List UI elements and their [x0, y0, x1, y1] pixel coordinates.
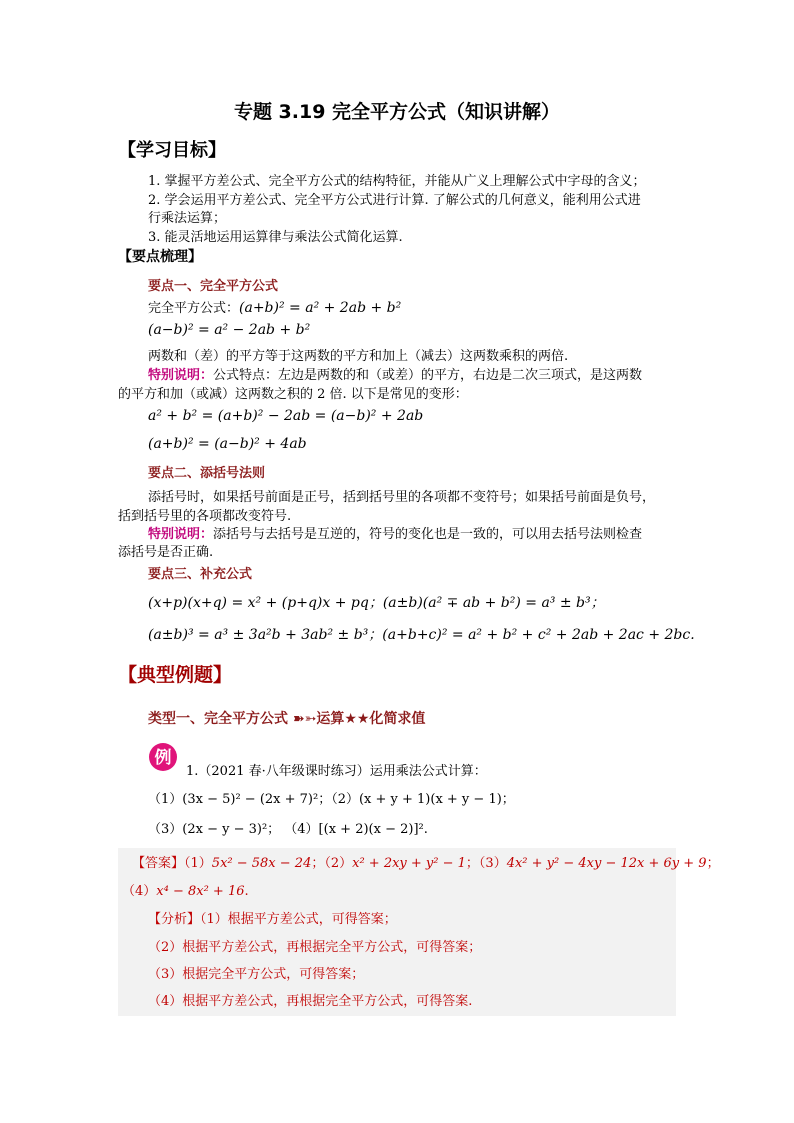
analysis-2: （2）根据平方差公式，再根据完全平方公式，可得答案；	[148, 940, 482, 955]
point3-title: 要点三、补充公式	[148, 567, 253, 582]
point2-note-row	[148, 525, 642, 545]
answer-row-1	[132, 852, 720, 871]
point3-formula2: (a±b)³ = a³ ± 3a²b + 3ab² ± b³；(a+b+c)² = a² + b² + c² + 2ab + 2ac + 2bc.	[148, 627, 695, 643]
point1-formula1-row	[148, 298, 401, 319]
point1-variant2: (a+b)² = (a−b)² + 4ab	[148, 436, 307, 452]
point1-formula2: (a−b)² = a² − 2ab + b²	[148, 322, 311, 338]
answer-2: x² + 2xy + y² − 1	[352, 856, 466, 871]
point2-title: 要点二、添括号法则	[148, 466, 266, 481]
question1-parts-1: （1）(3x − 5)² − (2x + 7)²；（2）(x + y + 1)(x + y − 1)；	[148, 792, 515, 807]
point2-desc1: 添括号时，如果括号前面是正号，括到括号里的各项都不变符号；如果括号前面是负号，	[148, 490, 656, 505]
point2-note2: 添括号是否正确.	[118, 545, 214, 560]
page-title: 专题 3.19 完全平方公式（知识讲解）	[233, 101, 561, 123]
question1-parts-2: （3）(2x − y − 3)²； （4）[(x + 2)(x − 2)]².	[148, 822, 428, 837]
answer-4-end: .	[244, 884, 249, 899]
point2-desc2: 括到括号里的各项都改变符号.	[118, 509, 292, 524]
point1-note2: 的平方和加（或减）这两数之积的 2 倍. 以下是常见的变形：	[118, 387, 468, 402]
points-header: 【要点梳理】	[118, 249, 202, 265]
analysis-label: 【分析】	[148, 912, 201, 927]
point1-title: 要点一、完全平方公式	[148, 279, 279, 294]
point1-formula1-label: 完全平方公式：	[148, 301, 240, 316]
examples-header: 【典型例题】	[118, 664, 233, 686]
analysis-3: （3）根据完全平方公式，可得答案；	[148, 967, 365, 982]
answer-4-label: （4）	[122, 884, 157, 899]
goal-line-3: 行乘法运算；	[148, 211, 227, 226]
type1-title: 类型一、完全平方公式 ➽➳运算★★化简求值	[148, 711, 426, 727]
answer-3-label: ；（3）	[465, 856, 507, 871]
example-badge-text: 例	[154, 748, 172, 768]
point1-desc: 两数和（差）的平方等于这两数的平方和加上（减去）这两数乘积的两倍.	[148, 349, 569, 364]
answer-1-label: （1）	[184, 856, 212, 871]
answer-3-end: ；	[706, 856, 720, 871]
goal-line-1: 1. 掌握平方差公式、完全平方公式的结构特征，并能从广义上理解公式中字母的含义；	[148, 174, 646, 189]
point3-formula1: (x+p)(x+q) = x² + (p+q)x + pq；(a±b)(a² ∓ ab + b²) = a³ ± b³；	[148, 595, 605, 611]
goals-header: 【学习目标】	[118, 140, 226, 161]
analysis-4: （4）根据平方差公式，再根据完全平方公式，可得答案.	[148, 994, 473, 1009]
point1-formula1: (a+b)² = a² + 2ab + b²	[239, 300, 402, 316]
answer-row-2	[122, 880, 249, 899]
answer-2-label: ；（2）	[311, 856, 353, 871]
example-badge-icon	[148, 742, 178, 772]
analysis-1: （1）根据平方差公式，可得答案；	[200, 912, 397, 927]
point1-note-row	[148, 366, 642, 386]
answer-3: 4x² + y² − 4xy − 12x + 6y + 9	[506, 856, 707, 871]
goal-line-4: 3. 能灵活地运用运算律与乘法公式简化运算.	[148, 230, 403, 245]
answer-1: 5x² − 58x − 24	[211, 856, 312, 871]
point1-note: 公式特点：左边是两数的和（或差）的平方，右边是二次三项式，是这两数	[213, 368, 643, 383]
point2-note1: 添括号与去括号是互逆的，符号的变化也是一致的，可以用去括号法则检查	[213, 527, 643, 542]
point1-variant1: a² + b² = (a+b)² − 2ab = (a−b)² + 2ab	[148, 408, 424, 424]
question1-stem: 1.（2021 春·八年级课时练习）运用乘法公式计算：	[186, 764, 487, 779]
point2-note-label: 特别说明：	[148, 527, 214, 542]
point1-note-label: 特别说明：	[148, 368, 214, 383]
answer-4: x⁴ − 8x² + 16	[156, 884, 245, 899]
goal-line-2: 2. 学会运用平方差公式、完全平方公式进行计算. 了解公式的几何意义，能利用公式进	[148, 193, 641, 208]
analysis-row-1	[148, 908, 397, 927]
answer-label: 【答案】	[132, 856, 185, 871]
